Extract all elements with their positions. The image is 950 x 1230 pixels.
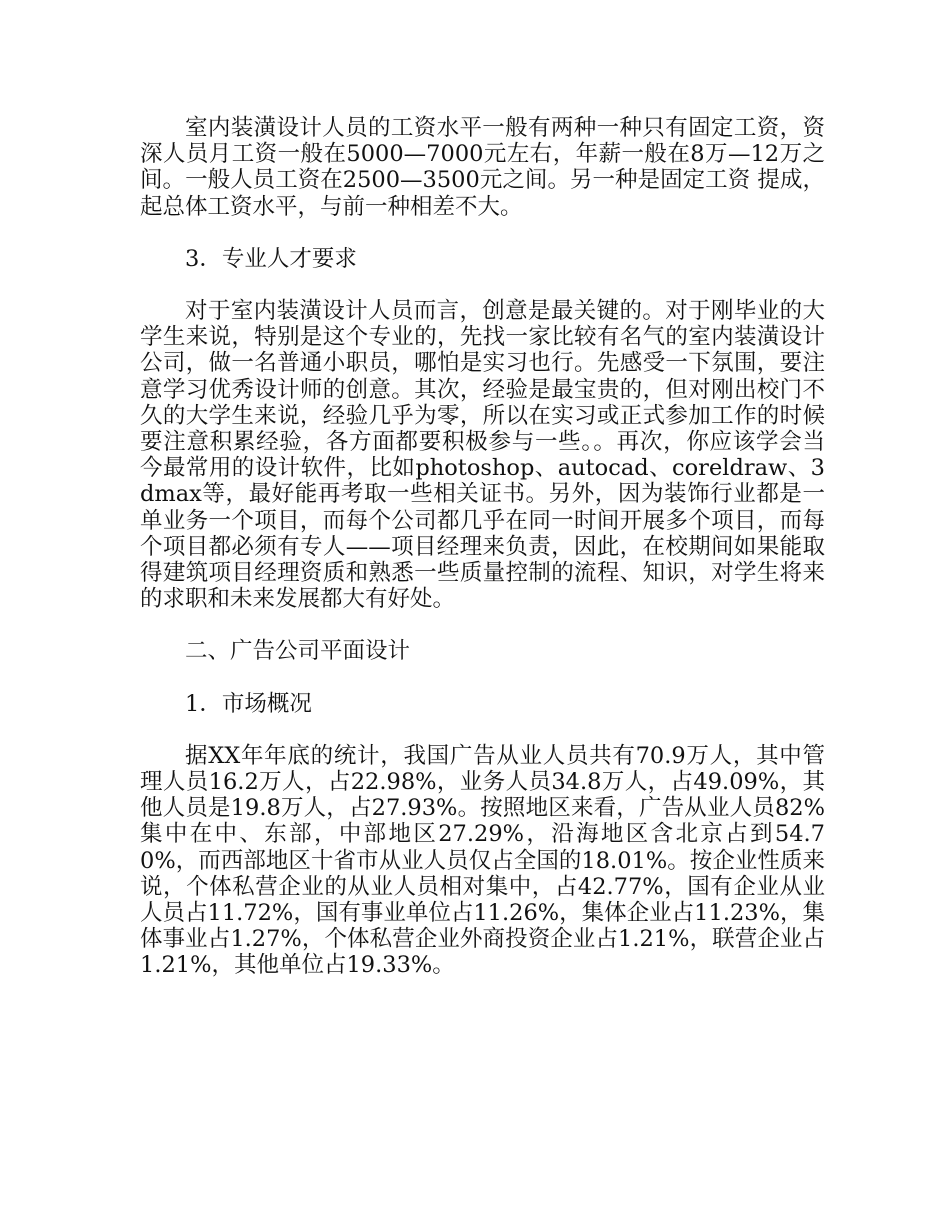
paragraph-gap bbox=[140, 612, 825, 638]
section-heading-market-overview: 1．市场概况 bbox=[185, 690, 312, 717]
paragraph-gap bbox=[140, 665, 825, 691]
paragraph-gap bbox=[140, 717, 825, 743]
paragraph-gap bbox=[140, 272, 825, 298]
section-heading-talent-requirements: 3．专业人才要求 bbox=[185, 245, 357, 272]
section-heading-ad-design: 二、广告公司平面设计 bbox=[185, 638, 411, 665]
market-overview-paragraph: 据XX年年底的统计，我国广告从业人员共有70.9万人，其中管理人员16.2万人，占22.98%，业务人员34.8万人，占49.09%，其他人员是19.8万人，占27.93%。按照地区来看，广告从业人员82%集中在中、东部，中部地区27.29%，沿海地区含北京占到54.70%，而西部地区十省市从业人员仅占全国的18.01%。按企业性质来说，个体私营企业的从业人员相对集中，占42.77%，国有企业从业人员占11.72%，国有事业单位占11.26%，集体企业占11.23%，集体事业占1.27%，个体私营企业外商投资企业占1.21%，联营企业占1.21%，其他单位占19.33%。 bbox=[140, 742, 825, 979]
talent-requirements-paragraph: 对于室内装潢设计人员而言，创意是最关键的。对于刚毕业的大学生来说，特别是这个专业的，先找一家比较有名气的室内装潢设计公司，做一名普通小职员，哪怕是实习也行。先感受一下氛围，要注意学习优秀设计师的创意。其次，经验是最宝贵的，但对刚出校门不久的大学生来说，经验几乎为零，所以在实习或正式参加工作的时候要注意积累经验，各方面都要积极参与一些。。再次，你应该学会当今最常用的设计软件，比如photoshop、autocad、coreldraw、3dmax等，最好能再考取一些相关证书。另外，因为装饰行业都是一单业务一个项目，而每个公司都几乎在同一时间开展多个项目，而每个项目都必须有专人——项目经理来负责，因此，在校期间如果能取得建筑项目经理资质和熟悉一些质量控制的流程、知识，对学生将来的求职和未来发展都大有好处。 bbox=[140, 298, 825, 613]
salary-paragraph: 室内装潢设计人员的工资水平一般有两种一种只有固定工资，资深人员月工资一般在5000—7000元左右，年薪一般在8万—12万之间。一般人员工资在2500—3500元之间。另一种是固定工资 提成，起总体工资水平，与前一种相差不大。 bbox=[140, 115, 825, 220]
document-page bbox=[140, 115, 825, 979]
paragraph-gap bbox=[140, 220, 825, 246]
